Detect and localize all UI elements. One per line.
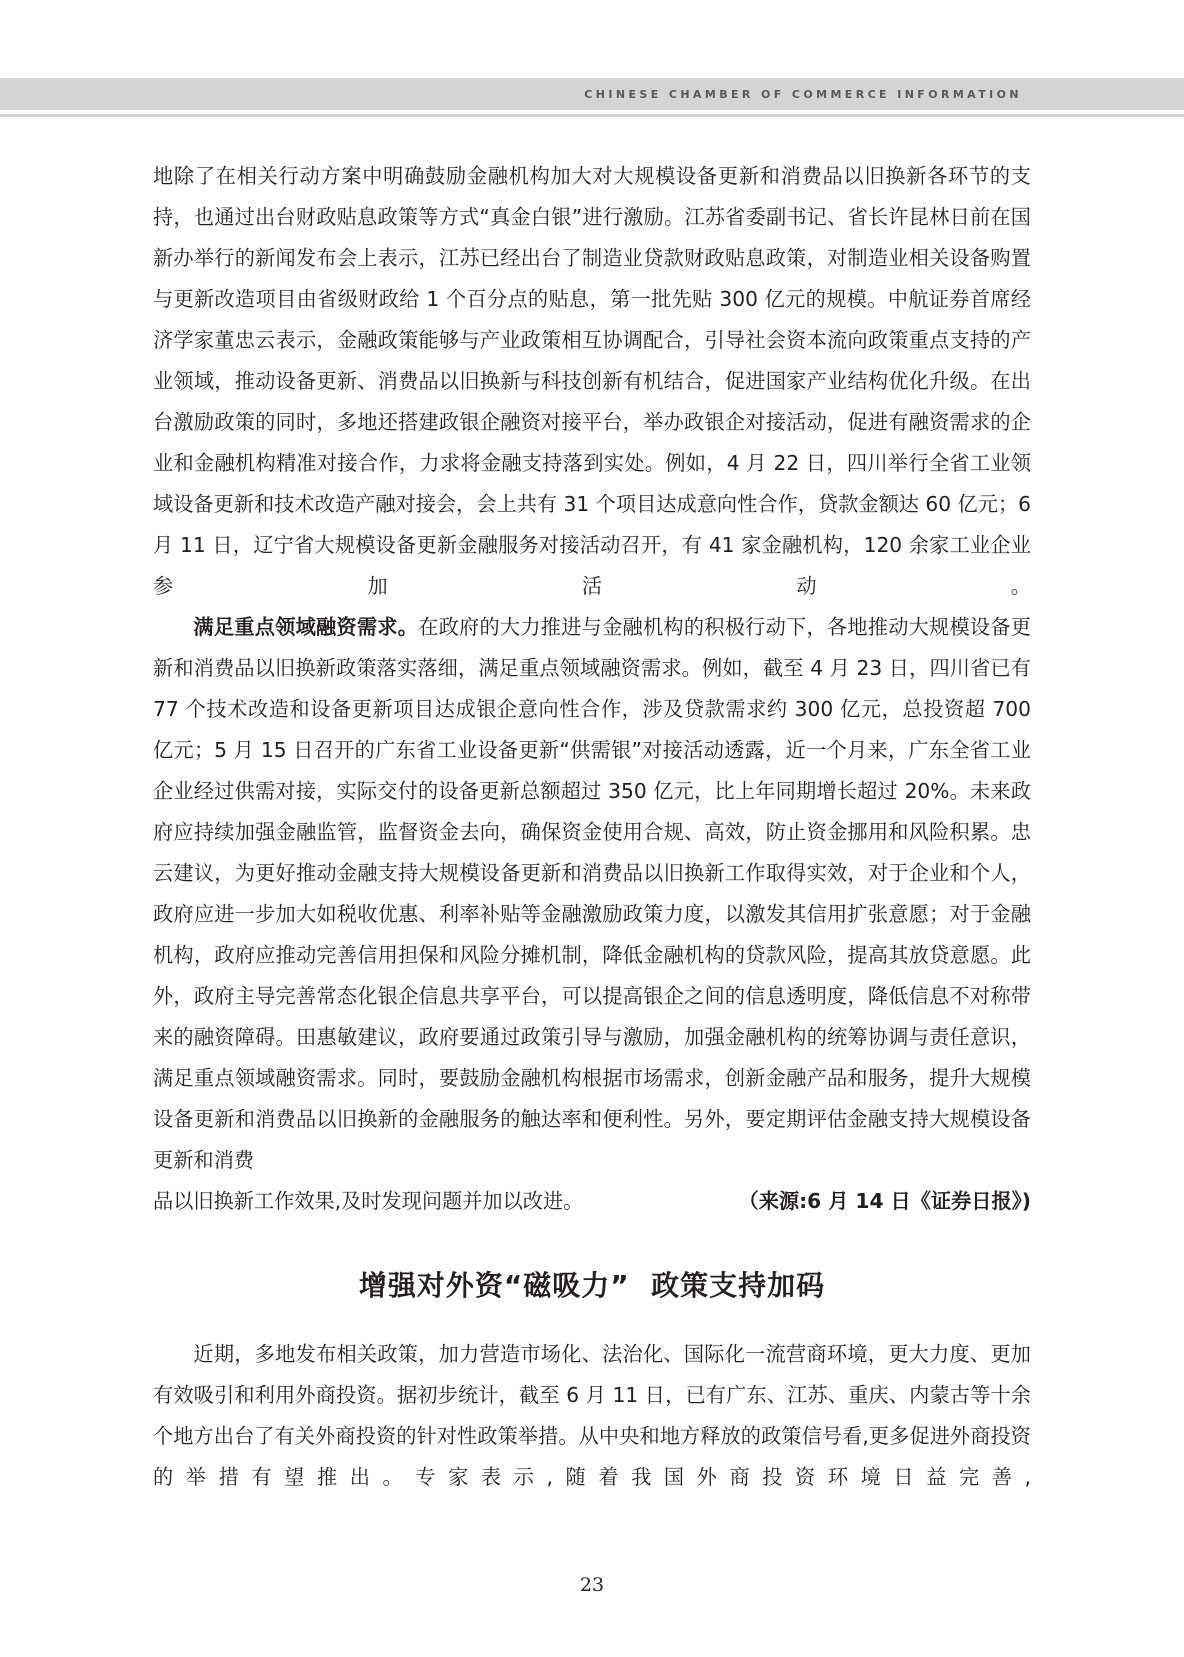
article1-paragraph2-last-line: 品以旧换新工作效果,及时发现问题并加以改进。	[153, 1189, 584, 1213]
article2-paragraph1: 近期，多地发布相关政策，加力营造市场化、法治化、国际化一流营商环境，更大力度、更加有效吸引和利用外商投资。据初步统计，截至 6 月 11 日，已有广东、江苏、重庆、内蒙古等十余个地方出台了有关外商投资的针对性政策举措。从中央和地方释放的政策信号看,更多促进外商投资的举措有望推出。专家表示,随着我国外商投资环境日益完善,	[153, 1342, 1031, 1489]
article1-paragraph2-lead: 满足重点领域融资需求。	[193, 615, 419, 639]
article1-source: （来源:6 月 14 日《证券日报》)	[738, 1189, 1031, 1213]
article2-title: 增强对外资“磁吸力” 政策支持加码	[358, 1269, 826, 1302]
page-number: 23	[579, 1574, 605, 1596]
header-banner-text: CHINESE CHAMBER OF COMMERCE INFORMATION	[584, 88, 1022, 101]
page-content	[153, 156, 1031, 1498]
article1-paragraph1: 地除了在相关行动方案中明确鼓励金融机构加大对大规模设备更新和消费品以旧换新各环节的支持，也通过出台财政贴息政策等方式“真金白银”进行激励。江苏省委副书记、省长许昆林日前在国新办举行的新闻发布会上表示，江苏已经出台了制造业贷款财政贴息政策，对制造业相关设备购置与更新改造项目由省级财政给 1 个百分点的贴息，第一批先贴 300 亿元的规模。中航证券首席经济学家董忠云表示，金融政策能够与产业政策相互协调配合，引导社会资本流向政策重点支持的产业领域，推动设备更新、消费品以旧换新与科技创新有机结合，促进国家产业结构优化升级。在出台激励政策的同时，多地还搭建政银企融资对接平台，举办政银企对接活动，促进有融资需求的企业和金融机构精准对接合作，力求将金融支持落到实处。例如，4 月 22 日，四川举行全省工业领域设备更新和技术改造产融对接会，会上共有 31 个项目达成意向性合作，贷款金额达 60 亿元；6 月 11 日，辽宁省大规模设备更新金融服务对接活动召开，有 41 家金融机构，120 余家工业企业参加活动。	[153, 164, 1031, 598]
article1-paragraph2-body: 在政府的大力推进与金融机构的积极行动下，各地推动大规模设备更新和消费品以旧换新政策落实落细，满足重点领域融资需求。例如，截至 4 月 23 日，四川省已有 77 个技术改造和设备更新项目达成银企意向性合作，涉及贷款需求约 300 亿元，总投资超 700 亿元；5 月 15 日召开的广东省工业设备更新“供需银”对接活动透露，近一个月来，广东全省工业企业经过供需对接，实际交付的设备更新总额超过 350 亿元，比上年同期增长超过 20%。未来政府应持续加强金融监管，监督资金去向，确保资金使用合规、高效，防止资金挪用和风险积累。忠云建议，为更好推动金融支持大规模设备更新和消费品以旧换新工作取得实效，对于企业和个人，政府应进一步加大如税收优惠、利率补贴等金融激励政策力度，以激发其信用扩张意愿；对于金融机构，政府应推动完善信用担保和风险分摊机制，降低金融机构的贷款风险，提高其放贷意愿。此外，政府主导完善常态化银企信息共享平台，可以提高银企之间的信息透明度，降低信息不对称带来的融资障碍。田惠敏建议，政府要通过政策引导与激励，加强金融机构的统筹协调与责任意识，满足重点领域融资需求。同时，要鼓励金融机构根据市场需求，创新金融产品和服务，提升大规模设备更新和消费品以旧换新的金融服务的触达率和便利性。另外，要定期评估金融支持大规模设备更新和消费	[153, 615, 1031, 1172]
article1-paragraph2	[153, 607, 1031, 1181]
header-rule	[0, 114, 1184, 117]
article1-closing-line	[153, 1181, 1031, 1222]
